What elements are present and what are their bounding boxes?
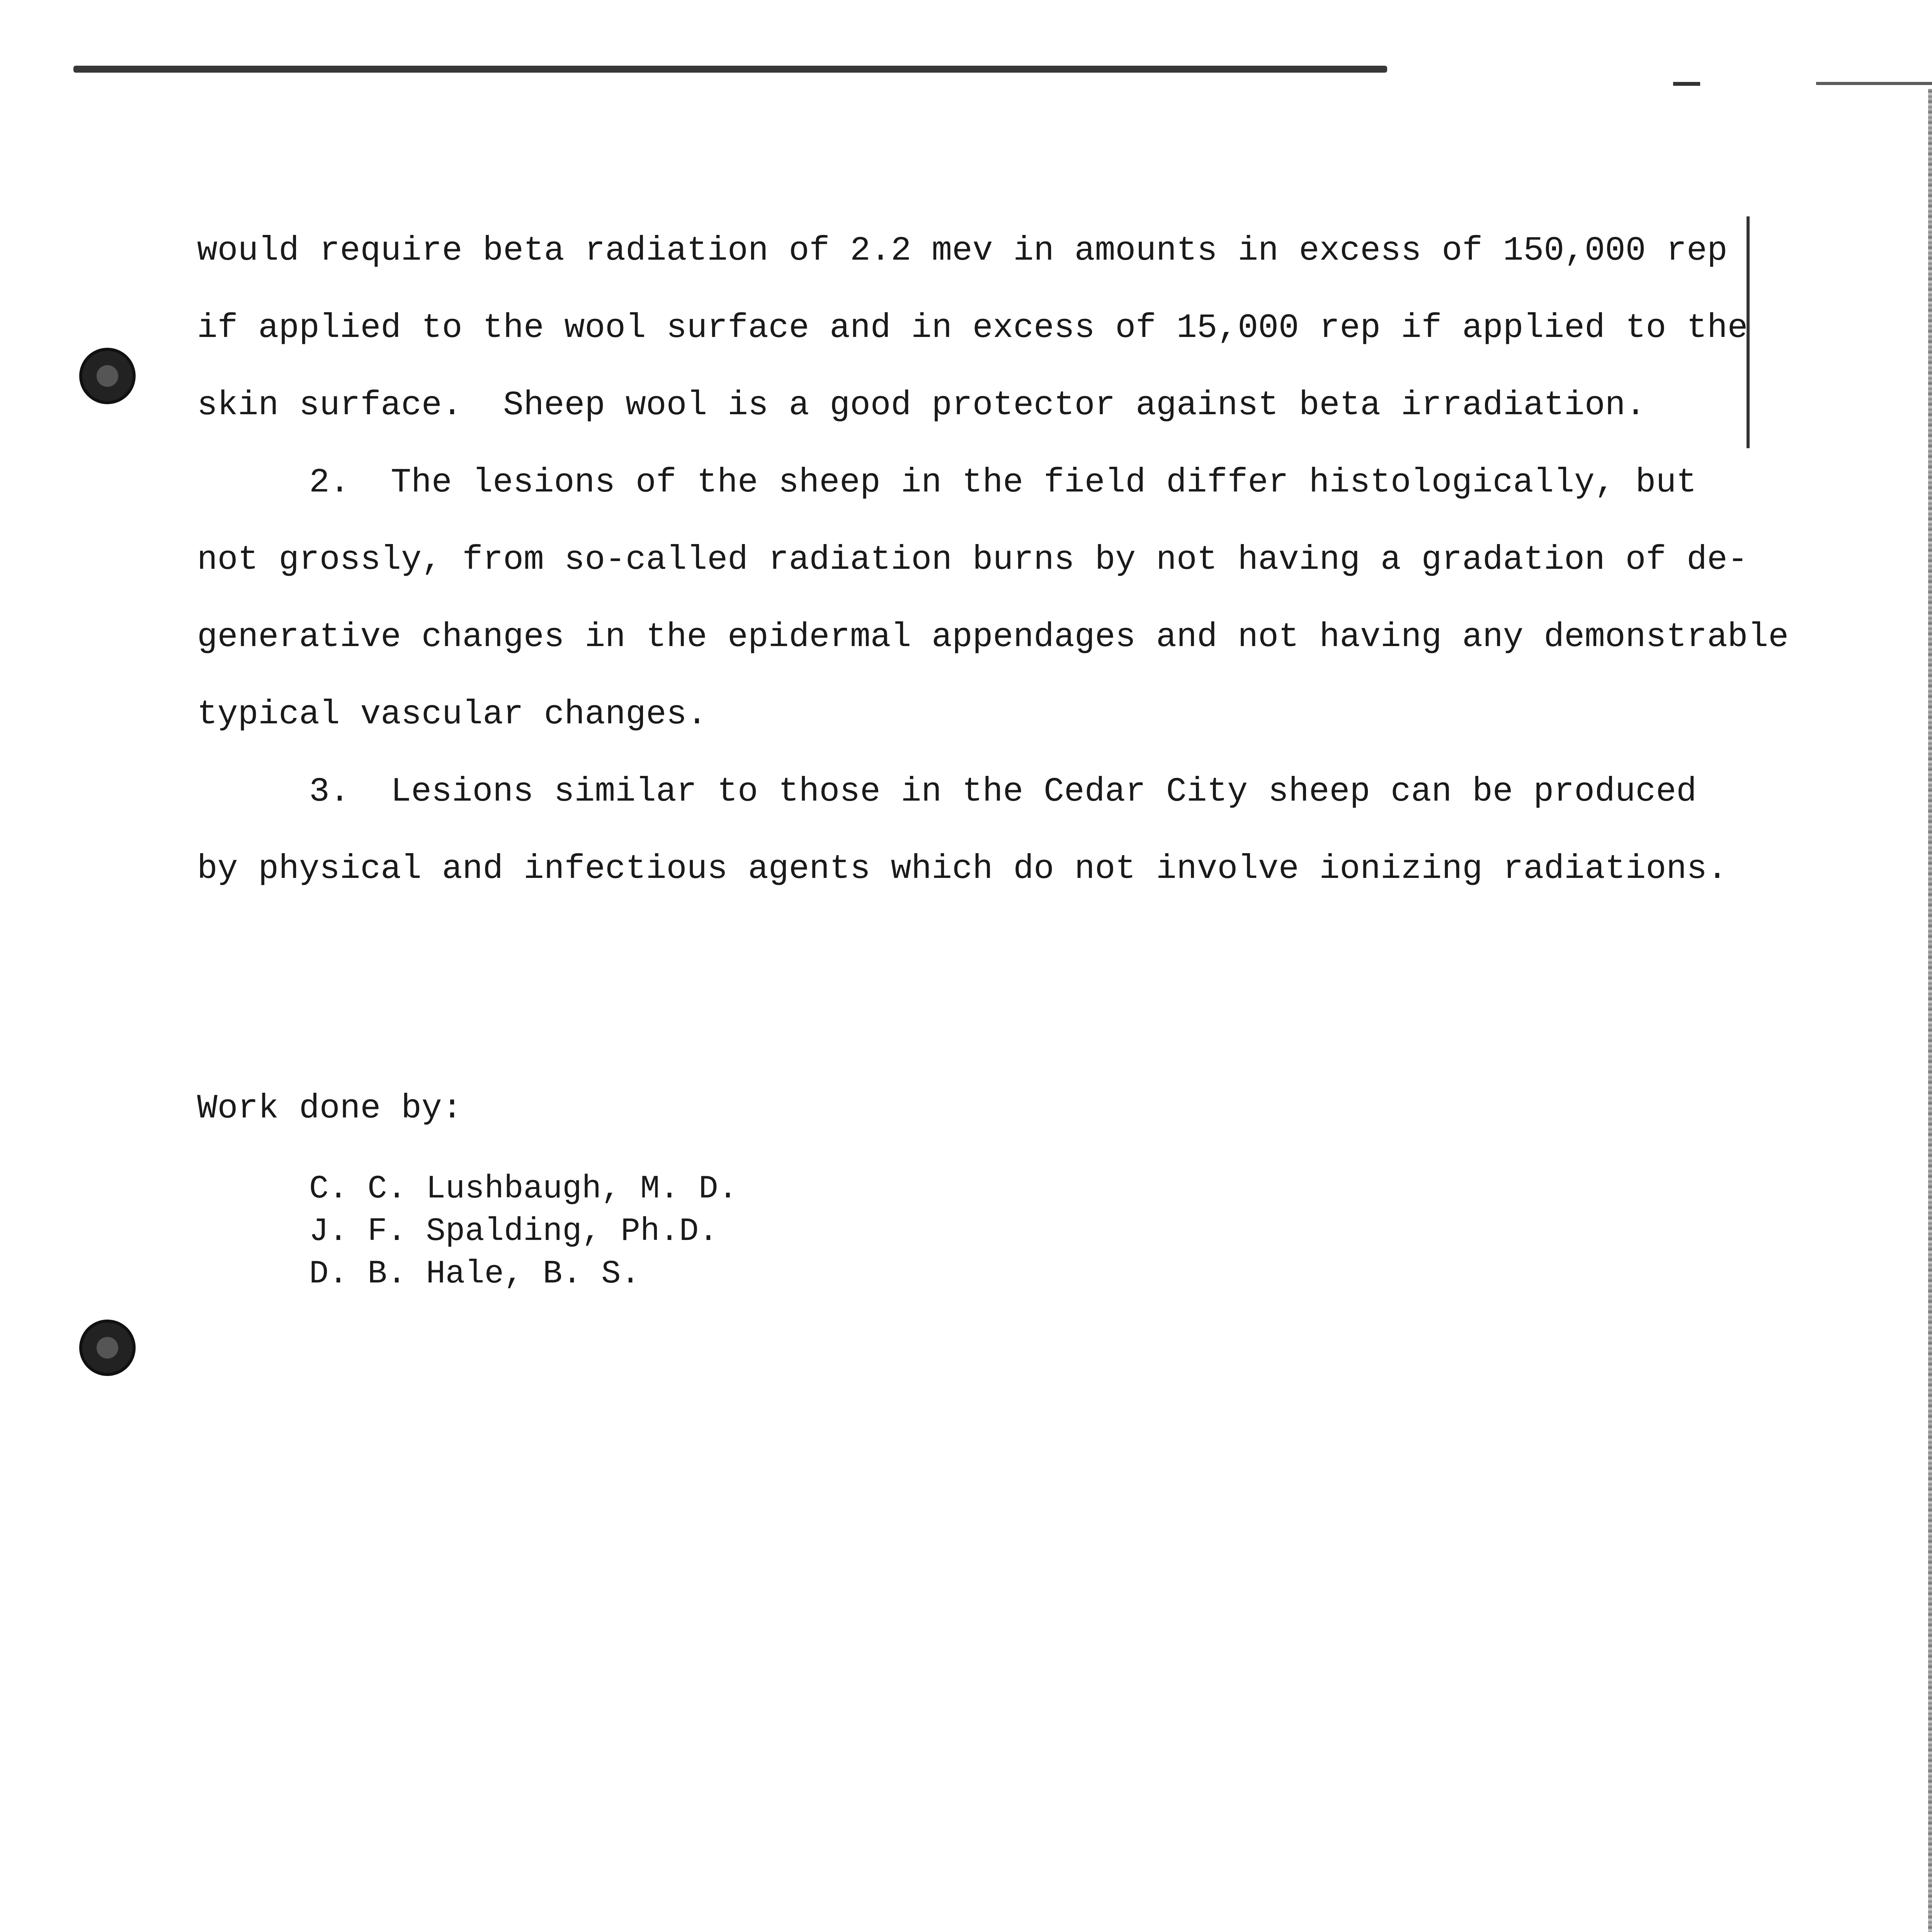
author-2: J. F. Spalding, Ph.D.	[309, 1213, 718, 1250]
top-dash-mark	[1673, 82, 1700, 86]
paragraph-2-line-3: generative changes in the epidermal appendages and not having any demonstrable	[197, 618, 1789, 656]
paragraph-1-line-3: skin surface. Sheep wool is a good protector against beta irradiation.	[197, 386, 1646, 425]
top-right-edge	[1816, 82, 1932, 85]
punch-hole-icon	[79, 348, 136, 404]
paragraph-2-line-2: not grossly, from so-called radiation burns by not having a gradation of de-	[197, 541, 1748, 579]
paragraph-1-line-2: if applied to the wool surface and in excess of 15,000 rep if applied to the	[197, 309, 1748, 347]
paragraph-1-line-1: would require beta radiation of 2.2 mev in amounts in excess of 150,000 rep	[197, 232, 1728, 270]
author-1: C. C. Lushbaugh, M. D.	[309, 1171, 738, 1208]
credits-label: Work done by:	[197, 1090, 463, 1128]
paragraph-3-line-2: by physical and infectious agents which do not involve ionizing radiations.	[197, 850, 1728, 888]
paragraph-3-line-1: 3. Lesions similar to those in the Cedar City sheep can be produced	[309, 773, 1697, 811]
right-scan-edge	[1928, 89, 1932, 1932]
paragraph-2-line-4: typical vascular changes.	[197, 696, 707, 734]
punch-hole-icon	[79, 1320, 136, 1376]
author-3: D. B. Hale, B. S.	[309, 1256, 640, 1293]
top-scan-edge	[73, 66, 1387, 73]
paragraph-2-line-1: 2. The lesions of the sheep in the field differ histologically, but	[309, 464, 1697, 502]
